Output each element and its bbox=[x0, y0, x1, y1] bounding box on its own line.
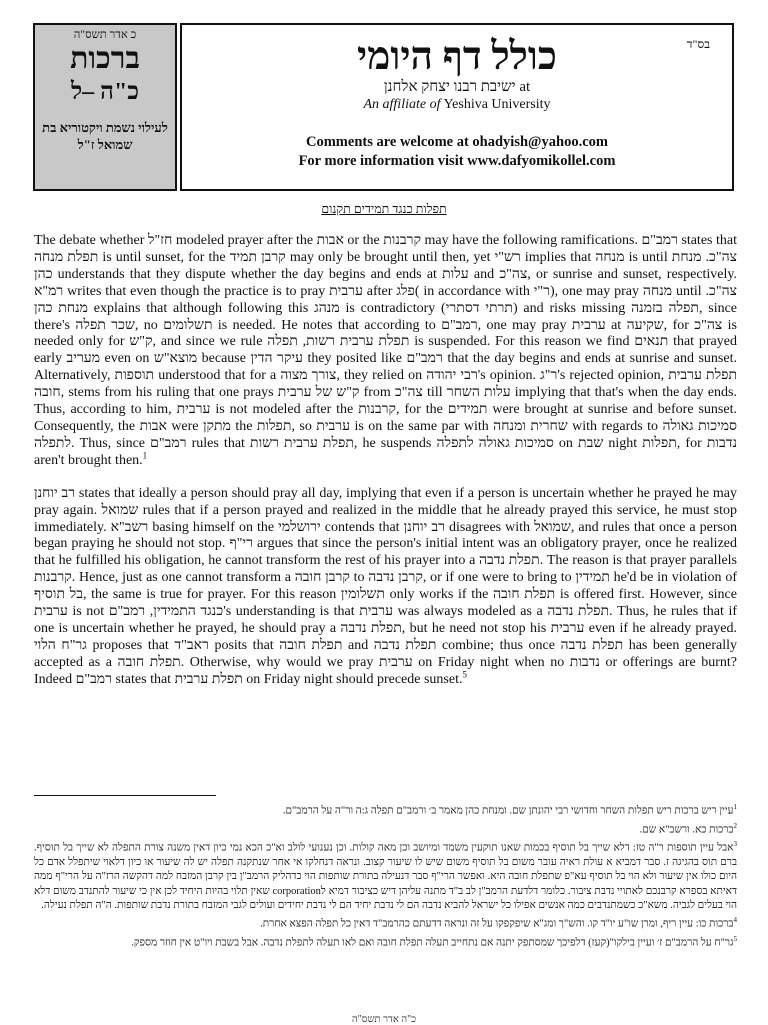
dedication: לעילוי נשמת ויקטוריא בת שמואל ז"ל bbox=[42, 120, 168, 152]
page-footer-cut: כ"ה אדר תשס"ה bbox=[351, 1014, 417, 1025]
footnote-1 bbox=[34, 800, 737, 819]
footnote-ref-5[interactable]: 5 bbox=[462, 669, 467, 679]
page-range: כ"ה –ל bbox=[70, 79, 140, 105]
paragraph-2-text: רב יוחנן states that ideally a person should pray all day, implying that even if a person is uncertain whether he prayed he may pray again. שמואל rules that if a person prayed and realized in the middle that he already prayed this service, he must stop immediately. רשב"א basing himself on the ירושלמי contends that רב יוחנן disagrees with שמואל, and rules that once a person began praying he should not stop. רי"ף argues that since the person's initial intent was an obligatory prayer, once he realized that he fulfilled his obligation, he cannot transform the rest of his prayer into a תפלת נדבה. The reason is that prayer parallels קרבנות. Hence, just as one cannot transform a קרבן חובה to קרבן נדבה, or if one were to bring to תמידין he'd be in violation of בל תוסיף, the same is true for prayer. For this reason תשלומין only works if the תפלת חובה is offered first. However, since ערבית is not כנגד התמידין, רמב"ם's understanding is that ערבית was always modeled as a תפלת נדבה. Thus, he rules that if one is uncertain whether he prayed, he should pray a תפלת נדבה, but he need not stop his ערבית even if he already prayed. גר"ח הלוי proposes that ראב"ד posits that תפלת חובה and תפלת נדבה combine; thus once תפלת נדבה has been generally accepted as a תפלת חובה. Otherwise, why would we pray ערבית on Friday night when no נדבות or offerings are burnt? Indeed רמב"ם states that תפלת ערבית on Friday night should precede sunset. bbox=[34, 485, 738, 687]
masthead bbox=[180, 23, 734, 191]
paragraph-2 bbox=[34, 486, 737, 689]
footnote-text: ברכות כא. ורשב"א שם. bbox=[639, 824, 734, 836]
affiliate-name: Yeshiva University bbox=[443, 97, 551, 112]
footnote-num: 3 bbox=[733, 840, 737, 849]
comments-line[interactable]: Comments are welcome at ohadyish@yahoo.com bbox=[306, 134, 608, 150]
footnote-text: עיין ריש ברכות ריש תפלות השחר וחדושי רבי יהונתן שם. ומנחת כהן מאמר ב׳ ורמב"ם תפלה ג:ה ור"ה על הרמב"ם. bbox=[282, 805, 734, 817]
kollel-title: כולל דף היומי bbox=[357, 35, 557, 78]
footnote-3 bbox=[34, 837, 737, 913]
footnote-num: 1 bbox=[733, 803, 737, 811]
footnote-num: 5 bbox=[733, 934, 737, 943]
affiliate-prefix: An affiliate of bbox=[363, 97, 441, 112]
section-title: תפלות כנגד תמידים תקנום bbox=[321, 202, 447, 216]
footnote-2 bbox=[34, 819, 737, 838]
yeshiva-name: ישיבת רבנו יצחק אלחנן bbox=[383, 79, 516, 95]
yeshiva-at: at bbox=[519, 79, 531, 95]
contact-block bbox=[182, 133, 732, 171]
yeshiva-line bbox=[182, 79, 732, 96]
footnote-4 bbox=[34, 913, 737, 932]
article-body bbox=[34, 233, 737, 705]
footnote-text: גר"ח על הרמב"ם ז׳ ועיין בילקו"(קעז) דלפיכך שמסתפק יתנה אם נתחייב תעלה תפלת חובה ואם לאו תעלה לתפלת נדבה. אבל בשבת ויו"ט אין חוזר מספק. bbox=[131, 937, 734, 949]
footnotes bbox=[34, 800, 737, 950]
tractate-box bbox=[33, 23, 177, 191]
date-label: כ אדר תשס"ה bbox=[73, 29, 137, 41]
footnote-num: 4 bbox=[733, 915, 737, 924]
footnote-5 bbox=[34, 932, 737, 951]
tractate-name: ברכות bbox=[70, 42, 140, 75]
more-info-line[interactable]: For more information visit www.dafyomikollel.com bbox=[298, 153, 616, 169]
footnote-ref-1[interactable]: 1 bbox=[142, 450, 148, 461]
affiliate-line bbox=[182, 97, 732, 113]
footnote-text: ברכות כו: עיין ריף, ומרן שו"ע יו"ד קו. והש"ך ומג"א שיפקפקו על זה ונראה דדעתם כהרמב"ד דאין כל תפלה הפצא אחרת. bbox=[260, 918, 734, 930]
bsd-label: בס"ד bbox=[686, 37, 710, 51]
footnote-divider bbox=[34, 795, 216, 796]
paragraph-1 bbox=[34, 233, 737, 470]
footnote-num: 2 bbox=[733, 821, 737, 830]
paragraph-1-text: The debate whether חז"ל modeled prayer after the אבות or the קרבנות may have the following ramifications. רמב"ם states that תפלת מנחה is until sunset, for the קרבן תמיד may only be brought until then, yet רש"י implies that מנחה is until צה"כ. מנחת כהן understands that they dispute whether the day begins and ends at עלות and צה"כ, or sunrise and sunset, respectively. רמ"א writes that even though the practice is to pray ערבית after פלג( in accordance with ר"י), one may pray מנחה until צה"כ. מנחת כהן explains that although following this מנהג is contradictory (תרתי דסתרי) and risks missing תפלה בזמנה, since there's שכר תפלה, no תשלומים is needed. He notes that according to רמב"ם, one may pray ערבית at שקיעה, for צה"כ is needed only for ק"ש, and since we rule תפלת ערבית רשות, תפלה is suspended. For this reason we find תנאים that prayed early מעריב even on מוצא"ש because עיקר הדין they posited like רמב"ם that the day begins and ends at sunrise and sunset. Alternatively, תוספות understood that for a צורך מצוה, they relied on רבי יהודה's opinion. ר"ג's rejected opinion, תפלת ערבית חובה, stems from his ruling that one prays ק"ש של ערבית from צה"כ till עלות השחר implying that that's when the day ends. Thus, according to him, ערבית is not modeled after the קרבנות, for the תמידים were brought at sunrise and before sunset. Consequently, the אבות were מתקן the תפלות, so ערבית is on the same par with שחרית ומנחה with regards to סמיכות גאולה לתפלה. Thus, since רמב"ם rules that תפלת ערבית רשות, he suspends סמיכות גאולה לתפלה on שבת night תפלות, for נדבות aren't brought then. bbox=[34, 233, 738, 468]
footnote-text: אבל עיין תוספות ר"ה טז: דלא שייך בל תוסיף בכמות שאנו תוקעין משמד ומיושב וכן מאה קולות. וכן נענועי לולב וא"כ הכא נמי כיון דאין משנה צורת התפלה לא שייך בל תוסיף. ברם תוס בהגיגה ז. סבר דמביא א עולת ראיה עובר משום בל תוסיף משום שיש לו שיעור קצוב. ונראה דנחלקו אי אחר שנתקנה תפלה יש לה שיעור או כיון דלאוי שיתפלל אדם כל היום כולו אין שיעור ולא הוי בל תוסיף עא"פ שתפלת חובה היא. ואפשר הרי"ף סבר דנעילה בתורת שותפות הוי כדהליק הרמב"ן בין קרבן המזבח למה דהקשה הרז"ה על הרי"ף ממה דאיתא בספרא קרבנכם לאתויי נדבת ציבור. כלומר דלדעת הרמב"ן לב ב"ד מתנה עליהן דיש כציבור דמיא לcorporation שאין תלוי בהיות היחיד לכן אין כי שיעור להתנדב משום דלא הוי בעלים לגביה. משא"כ כשמתנדבים כמה אנשים אפילו כל ישראל להביא נדבה הם לי נדבת יחיד הם לי נדבת יחידים ועולים לגבי המזבח בתורת נדבת שותפות. ה"ה תפלת נעילה. bbox=[34, 842, 737, 911]
